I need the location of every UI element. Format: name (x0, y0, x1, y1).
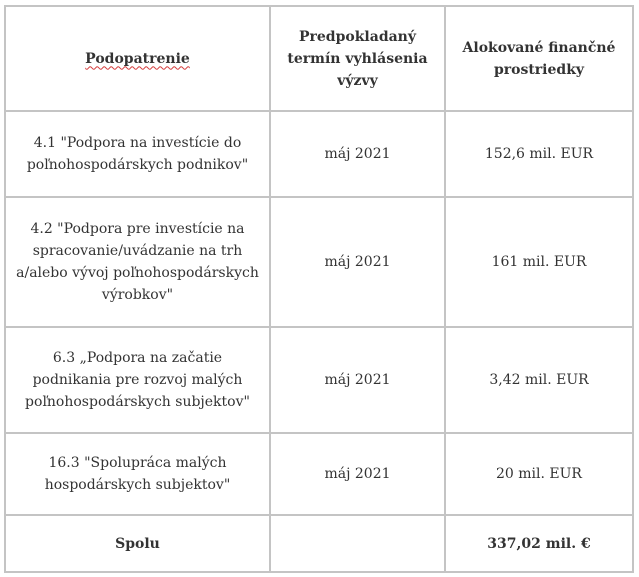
cell-measure: 4.1 "Podpora na investície do poľnohospodárskych podnikov" (5, 111, 270, 197)
cell-measure: 4.2 "Podpora pre investície na spracovanie/uvádzanie na trh a/alebo vývoj poľnohospodárskych výrobkov" (5, 197, 270, 327)
total-funds: 337,02 mil. € (445, 515, 633, 572)
header-measure (5, 6, 270, 111)
header-measure-label: Podopatrenie (85, 50, 190, 67)
total-label: Spolu (5, 515, 270, 572)
cell-measure: 16.3 "Spolupráca malých hospodárskych subjektov" (5, 433, 270, 515)
cell-date: máj 2021 (270, 327, 445, 433)
header-date: Predpokladaný termín vyhlásenia výzvy (270, 6, 445, 111)
cell-measure: 6.3 „Podpora na začatie podnikania pre rozvoj malých poľnohospodárskych subjektov" (5, 327, 270, 433)
cell-funds: 161 mil. EUR (445, 197, 633, 327)
total-row (5, 515, 633, 572)
cell-funds: 20 mil. EUR (445, 433, 633, 515)
cell-funds: 3,42 mil. EUR (445, 327, 633, 433)
cell-date: máj 2021 (270, 197, 445, 327)
table-row (5, 327, 633, 433)
table-row (5, 197, 633, 327)
cell-date: máj 2021 (270, 111, 445, 197)
allocation-table (4, 5, 634, 573)
cell-funds: 152,6 mil. EUR (445, 111, 633, 197)
table-header-row (5, 6, 633, 111)
table-row (5, 111, 633, 197)
header-funds: Alokované finančné prostriedky (445, 6, 633, 111)
table-row (5, 433, 633, 515)
total-date (270, 515, 445, 572)
cell-date: máj 2021 (270, 433, 445, 515)
